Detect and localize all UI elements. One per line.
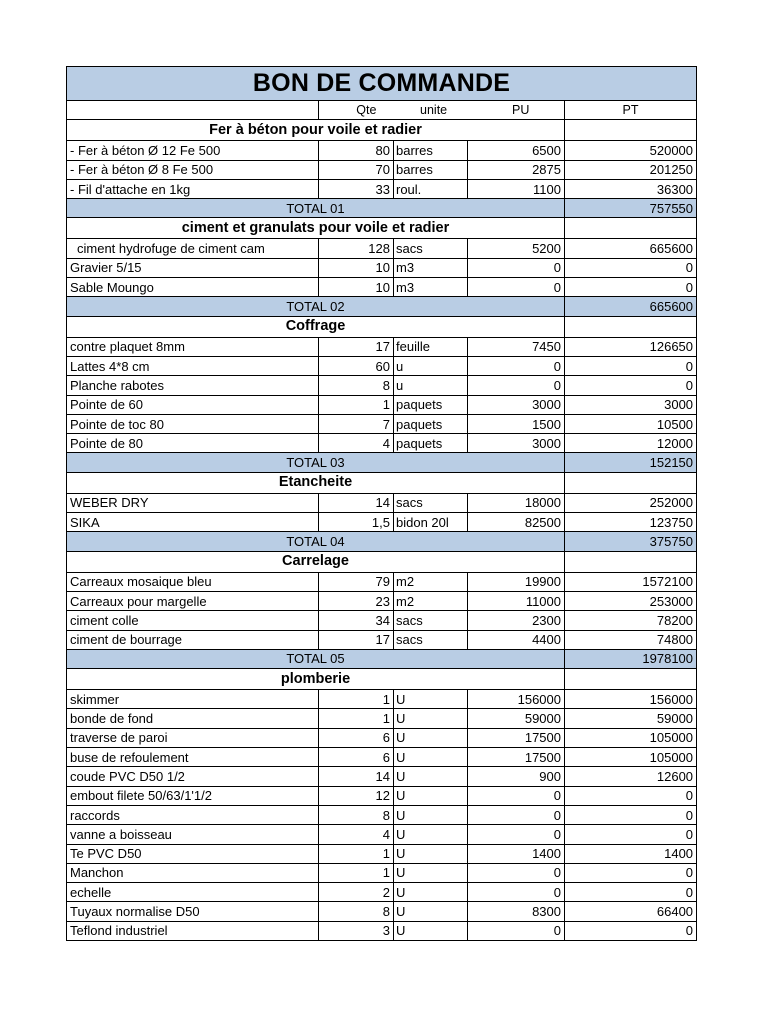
item-description: Carreaux mosaique bleu [67, 572, 319, 591]
section-pt-blank [565, 218, 697, 239]
line-item-row [67, 376, 697, 395]
item-unit-price: 5200 [468, 239, 565, 258]
item-total-price: 0 [565, 356, 697, 375]
item-total-price: 201250 [565, 160, 697, 179]
section-header-row [67, 669, 697, 690]
item-quantity: 14 [319, 767, 394, 786]
item-description: Tuyaux normalise D50 [67, 902, 319, 921]
item-quantity: 17 [319, 630, 394, 649]
section-header-row [67, 218, 697, 239]
item-description: Sable Moungo [67, 278, 319, 297]
item-total-price: 1400 [565, 844, 697, 863]
item-description: echelle [67, 883, 319, 902]
item-description: Pointe de 80 [67, 434, 319, 453]
total-value: 152150 [565, 453, 697, 472]
item-unit: barres [394, 160, 468, 179]
line-item-row [67, 395, 697, 414]
section-pt-blank [565, 551, 697, 572]
item-total-price: 78200 [565, 611, 697, 630]
section-total-row [67, 649, 697, 668]
line-item-row [67, 921, 697, 940]
item-quantity: 10 [319, 278, 394, 297]
item-total-price: 0 [565, 825, 697, 844]
item-description: Te PVC D50 [67, 844, 319, 863]
item-quantity: 8 [319, 805, 394, 824]
item-description: Teflond industriel [67, 921, 319, 940]
item-total-price: 665600 [565, 239, 697, 258]
item-unit-price: 0 [468, 825, 565, 844]
line-item-row [67, 493, 697, 512]
item-quantity: 4 [319, 434, 394, 453]
line-item-row [67, 179, 697, 198]
item-unit-price: 1100 [468, 179, 565, 198]
line-item-row [67, 611, 697, 630]
section-total-row [67, 297, 697, 316]
line-item-row [67, 728, 697, 747]
item-description: - Fil d'attache en 1kg [67, 179, 319, 198]
total-label: TOTAL 05 [67, 649, 565, 668]
header-group [319, 101, 565, 120]
item-quantity: 1 [319, 395, 394, 414]
item-total-price: 252000 [565, 493, 697, 512]
item-unit: U [394, 921, 468, 940]
item-unit: U [394, 825, 468, 844]
item-unit-price: 156000 [468, 690, 565, 709]
item-unit: m2 [394, 572, 468, 591]
item-total-price: 123750 [565, 513, 697, 532]
section-header-row [67, 120, 697, 141]
line-item-row [67, 337, 697, 356]
item-description: ciment de bourrage [67, 630, 319, 649]
item-quantity: 34 [319, 611, 394, 630]
item-quantity: 60 [319, 356, 394, 375]
item-unit-price: 4400 [468, 630, 565, 649]
line-item-row [67, 863, 697, 882]
item-description: Carreaux pour margelle [67, 591, 319, 610]
item-unit-price: 0 [468, 863, 565, 882]
item-quantity: 6 [319, 728, 394, 747]
item-unit: m3 [394, 278, 468, 297]
item-unit: bidon 20l [394, 513, 468, 532]
section-pt-blank [565, 316, 697, 337]
item-total-price: 0 [565, 921, 697, 940]
line-item-row [67, 630, 697, 649]
item-description: - Fer à béton Ø 8 Fe 500 [67, 160, 319, 179]
item-total-price: 66400 [565, 902, 697, 921]
line-item-row [67, 786, 697, 805]
column-header-row [67, 101, 697, 120]
item-unit-price: 3000 [468, 395, 565, 414]
item-description: Pointe de 60 [67, 395, 319, 414]
item-unit-price: 1400 [468, 844, 565, 863]
line-item-row [67, 748, 697, 767]
item-quantity: 33 [319, 179, 394, 198]
item-quantity: 8 [319, 376, 394, 395]
item-unit: U [394, 767, 468, 786]
item-unit: U [394, 805, 468, 824]
item-quantity: 7 [319, 414, 394, 433]
line-item-row [67, 239, 697, 258]
total-value: 1978100 [565, 649, 697, 668]
item-total-price: 156000 [565, 690, 697, 709]
line-item-row [67, 258, 697, 277]
item-description: Gravier 5/15 [67, 258, 319, 277]
item-description: traverse de paroi [67, 728, 319, 747]
item-unit: m3 [394, 258, 468, 277]
section-total-row [67, 532, 697, 551]
item-unit-price: 2875 [468, 160, 565, 179]
item-quantity: 128 [319, 239, 394, 258]
item-quantity: 80 [319, 141, 394, 160]
item-unit: roul. [394, 179, 468, 198]
item-description: ciment hydrofuge de ciment cam [67, 239, 319, 258]
item-total-price: 105000 [565, 728, 697, 747]
line-item-row [67, 278, 697, 297]
line-item-row [67, 434, 697, 453]
total-label: TOTAL 03 [67, 453, 565, 472]
item-total-price: 0 [565, 863, 697, 882]
item-quantity: 23 [319, 591, 394, 610]
item-description: - Fer à béton Ø 12 Fe 500 [67, 141, 319, 160]
total-value: 757550 [565, 199, 697, 218]
item-description: WEBER DRY [67, 493, 319, 512]
section-pt-blank [565, 669, 697, 690]
header-pt: PT [565, 101, 697, 120]
item-unit: sacs [394, 239, 468, 258]
item-unit-price: 1500 [468, 414, 565, 433]
purchase-order-table [66, 66, 697, 941]
line-item-row [67, 902, 697, 921]
section-header-row [67, 551, 697, 572]
line-item-row [67, 591, 697, 610]
item-quantity: 4 [319, 825, 394, 844]
line-item-row [67, 160, 697, 179]
item-unit: U [394, 786, 468, 805]
line-item-row [67, 356, 697, 375]
item-unit-price: 0 [468, 356, 565, 375]
title-row [67, 67, 697, 101]
item-total-price: 0 [565, 883, 697, 902]
line-item-row [67, 883, 697, 902]
item-quantity: 1,5 [319, 513, 394, 532]
header-qte: Qte [356, 102, 377, 117]
section-total-row [67, 199, 697, 218]
item-unit-price: 6500 [468, 141, 565, 160]
item-total-price: 12000 [565, 434, 697, 453]
header-blank [67, 101, 319, 120]
line-item-row [67, 825, 697, 844]
item-unit-price: 0 [468, 805, 565, 824]
page-title: BON DE COMMANDE [67, 67, 697, 101]
section-title: Carrelage [67, 551, 565, 572]
item-total-price: 10500 [565, 414, 697, 433]
line-item-row [67, 141, 697, 160]
item-unit-price: 0 [468, 278, 565, 297]
line-item-row [67, 414, 697, 433]
item-unit-price: 59000 [468, 709, 565, 728]
item-total-price: 36300 [565, 179, 697, 198]
item-description: Manchon [67, 863, 319, 882]
item-quantity: 79 [319, 572, 394, 591]
item-description: SIKA [67, 513, 319, 532]
section-title: ciment et granulats pour voile et radier [67, 218, 565, 239]
item-description: coude PVC D50 1/2 [67, 767, 319, 786]
item-unit: m2 [394, 591, 468, 610]
line-item-row [67, 709, 697, 728]
item-total-price: 3000 [565, 395, 697, 414]
item-unit: U [394, 748, 468, 767]
item-quantity: 6 [319, 748, 394, 767]
item-unit-price: 0 [468, 258, 565, 277]
total-label: TOTAL 01 [67, 199, 565, 218]
total-value: 375750 [565, 532, 697, 551]
item-unit: U [394, 690, 468, 709]
item-quantity: 8 [319, 902, 394, 921]
item-total-price: 59000 [565, 709, 697, 728]
item-unit: U [394, 728, 468, 747]
item-unit-price: 19900 [468, 572, 565, 591]
item-unit: U [394, 863, 468, 882]
item-total-price: 1572100 [565, 572, 697, 591]
header-pu: PU [512, 102, 530, 117]
item-total-price: 520000 [565, 141, 697, 160]
item-description: Lattes 4*8 cm [67, 356, 319, 375]
line-item-row [67, 572, 697, 591]
item-total-price: 105000 [565, 748, 697, 767]
item-total-price: 126650 [565, 337, 697, 356]
header-unite: unite [420, 102, 448, 117]
item-total-price: 0 [565, 805, 697, 824]
item-description: bonde de fond [67, 709, 319, 728]
item-unit: u [394, 376, 468, 395]
line-item-row [67, 844, 697, 863]
item-unit: U [394, 902, 468, 921]
item-unit-price: 17500 [468, 748, 565, 767]
item-quantity: 70 [319, 160, 394, 179]
section-pt-blank [565, 120, 697, 141]
item-description: raccords [67, 805, 319, 824]
item-description: skimmer [67, 690, 319, 709]
line-item-row [67, 690, 697, 709]
item-unit-price: 17500 [468, 728, 565, 747]
item-unit-price: 0 [468, 921, 565, 940]
section-pt-blank [565, 472, 697, 493]
section-title: Coffrage [67, 316, 565, 337]
section-title: plomberie [67, 669, 565, 690]
item-unit: paquets [394, 434, 468, 453]
item-quantity: 2 [319, 883, 394, 902]
item-unit-price: 3000 [468, 434, 565, 453]
line-item-row [67, 767, 697, 786]
item-total-price: 12600 [565, 767, 697, 786]
item-quantity: 1 [319, 690, 394, 709]
item-description: embout filete 50/63/1'1/2 [67, 786, 319, 805]
item-unit: u [394, 356, 468, 375]
item-unit: sacs [394, 493, 468, 512]
item-total-price: 0 [565, 278, 697, 297]
item-total-price: 0 [565, 258, 697, 277]
item-quantity: 17 [319, 337, 394, 356]
item-quantity: 3 [319, 921, 394, 940]
item-unit-price: 0 [468, 883, 565, 902]
item-unit: feuille [394, 337, 468, 356]
item-unit: paquets [394, 395, 468, 414]
item-unit-price: 900 [468, 767, 565, 786]
item-unit-price: 11000 [468, 591, 565, 610]
item-total-price: 253000 [565, 591, 697, 610]
total-label: TOTAL 02 [67, 297, 565, 316]
line-item-row [67, 805, 697, 824]
item-unit-price: 7450 [468, 337, 565, 356]
item-description: vanne a boisseau [67, 825, 319, 844]
line-item-row [67, 513, 697, 532]
total-value: 665600 [565, 297, 697, 316]
section-header-row [67, 472, 697, 493]
item-description: ciment colle [67, 611, 319, 630]
item-unit-price: 8300 [468, 902, 565, 921]
item-unit: U [394, 709, 468, 728]
item-quantity: 12 [319, 786, 394, 805]
item-quantity: 10 [319, 258, 394, 277]
item-description: Planche rabotes [67, 376, 319, 395]
item-unit: sacs [394, 611, 468, 630]
item-quantity: 1 [319, 709, 394, 728]
item-unit-price: 0 [468, 786, 565, 805]
item-unit-price: 18000 [468, 493, 565, 512]
item-description: contre plaquet 8mm [67, 337, 319, 356]
section-title: Etancheite [67, 472, 565, 493]
item-unit: U [394, 883, 468, 902]
section-title: Fer à béton pour voile et radier [67, 120, 565, 141]
item-unit: barres [394, 141, 468, 160]
item-quantity: 1 [319, 863, 394, 882]
section-header-row [67, 316, 697, 337]
item-total-price: 74800 [565, 630, 697, 649]
item-total-price: 0 [565, 376, 697, 395]
item-unit: sacs [394, 630, 468, 649]
item-unit: paquets [394, 414, 468, 433]
item-description: buse de refoulement [67, 748, 319, 767]
item-description: Pointe de toc 80 [67, 414, 319, 433]
item-quantity: 1 [319, 844, 394, 863]
item-unit-price: 0 [468, 376, 565, 395]
item-unit-price: 2300 [468, 611, 565, 630]
total-label: TOTAL 04 [67, 532, 565, 551]
item-unit: U [394, 844, 468, 863]
item-quantity: 14 [319, 493, 394, 512]
item-total-price: 0 [565, 786, 697, 805]
item-unit-price: 82500 [468, 513, 565, 532]
section-total-row [67, 453, 697, 472]
